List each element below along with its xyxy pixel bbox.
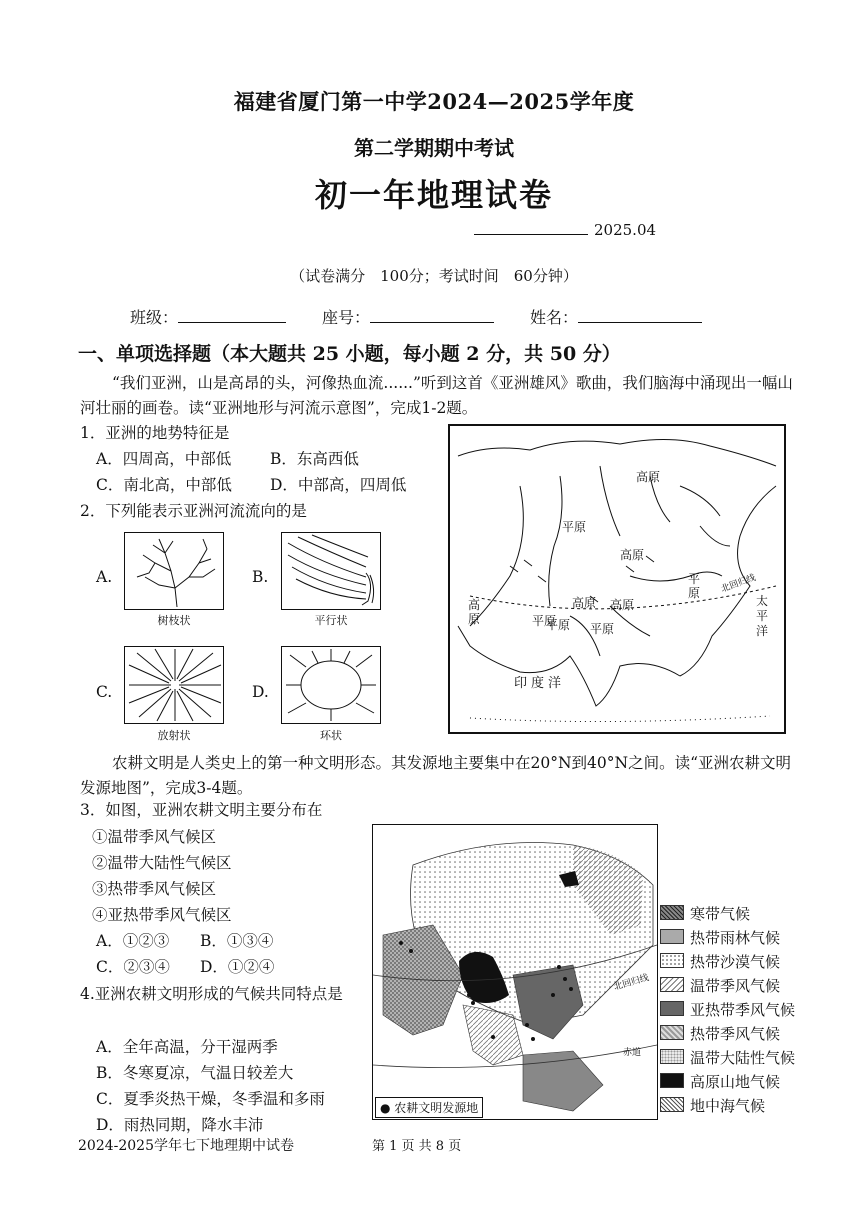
q1-stem: 1．亚洲的地势特征是 [80, 424, 230, 442]
exam-date: 2025.04 [594, 221, 657, 239]
school-title: 福建省厦门第一中学2024—2025学年度 [233, 89, 635, 114]
map1-label-3: 高原 [620, 548, 645, 562]
footer-title: 2024-2025学年七下地理期中试卷 [78, 1138, 294, 1154]
q2-stem: 2．下列能表示亚洲河流流向的是 [80, 502, 307, 520]
q1-option-c: C．南北高，中部低 [96, 476, 232, 494]
legend-row-8: 高原山地气候 [660, 1070, 780, 1094]
q3-item-2: ②温带大陆性气候区 [92, 854, 232, 872]
date-line [474, 220, 656, 239]
q2-option-b: B. [252, 568, 269, 586]
q2-option-d: D. [252, 683, 269, 701]
legend-row-6: 热带季风气候 [660, 1022, 780, 1046]
legend-row-3: 热带沙漠气候 [660, 950, 780, 974]
legend-swatch-7 [660, 1049, 684, 1064]
map1-label-10: 平原 [546, 618, 571, 632]
legend-swatch-4 [660, 977, 684, 992]
dendritic-caption: 树枝状 [157, 614, 191, 627]
map1-label-2: 平原 [562, 520, 587, 534]
map1-label-pacific: 太平洋 [756, 594, 769, 638]
legend-row-1: 寒带气候 [660, 902, 750, 926]
radial-pattern-figure [124, 646, 224, 724]
map1-label-8: 高原 [610, 598, 635, 612]
asia-terrain-river-map [448, 424, 786, 734]
annular-caption: 环状 [320, 729, 342, 742]
q2-option-a: A. [96, 568, 113, 586]
legend-row-2: 热带雨林气候 [660, 926, 780, 950]
legend-swatch-6 [660, 1025, 684, 1040]
map1-label-6: 平原 [532, 614, 557, 628]
page-number: 第 1 页 共 8 页 [372, 1139, 462, 1154]
q2-option-c: C. [96, 683, 113, 701]
q3-option-a: A．①②③ [96, 932, 170, 950]
intro-paragraph-1: “我们亚洲，山是高昂的头，河像热血流......”听到这首《亚洲雄风》歌曲，我们脑海中涌现出一幅山河壮丽的画卷。读“亚洲地形与河流示意图”，完成1-2题。 [80, 374, 793, 417]
map2-equator-label: 赤道 [623, 1048, 642, 1058]
seat-label: 座号： [322, 308, 371, 327]
legend-swatch-2 [660, 929, 684, 944]
intro-paragraph-2: 农耕文明是人类史上的第一种文明形态。其发源地主要集中在20°N到40°N之间。读“亚洲农耕文明发源地图”，完成3-4题。 [80, 754, 791, 797]
map1-label-9: 平原 [590, 622, 615, 636]
q3-option-b: B．①③④ [200, 932, 274, 950]
q1-option-d: D．中部高，四周低 [270, 476, 407, 494]
legend-row-7: 温带大陆性气候 [660, 1046, 795, 1070]
exam-title: 初一年地理试卷 [314, 176, 553, 214]
parallel-pattern-figure [281, 532, 381, 610]
q4-option-a: A．全年高温，分干湿两季 [96, 1038, 278, 1056]
origin-marker-legend: ● 农耕文明发源地 [375, 1097, 483, 1118]
q3-option-d: D．①②④ [200, 958, 275, 976]
legend-swatch-3 [660, 953, 684, 968]
legend-row-9: 地中海气候 [660, 1094, 765, 1118]
radial-caption: 放射状 [157, 729, 191, 742]
annular-pattern-figure [281, 646, 381, 724]
map1-label-4: 平原 [688, 572, 701, 600]
term-title: 第二学期期中考试 [354, 136, 514, 160]
q4-option-d: D．雨热同期，降水丰沛 [96, 1116, 264, 1134]
legend-row-4: 温带季风气候 [660, 974, 780, 998]
map2-tropic-label: 北回归线 [612, 973, 651, 993]
q3-option-c: C．②③④ [96, 958, 170, 976]
q4-option-c: C．夏季炎热干燥，冬季温和多雨 [96, 1090, 325, 1108]
legend-row-5: 亚热带季风气候 [660, 998, 795, 1022]
q1-option-a: A．四周高，中部低 [96, 450, 232, 468]
asia-agriculture-map [372, 824, 658, 1120]
q3-item-3: ③热带季风气候区 [92, 880, 217, 898]
class-label: 班级： [130, 308, 179, 327]
dendritic-pattern-figure [124, 532, 224, 610]
map1-label-1: 高原 [636, 470, 661, 484]
map1-label-7: 高原 [572, 596, 597, 610]
q4-stem: 4.亚洲农耕文明形成的气候共同特点是 [80, 985, 343, 1003]
q1-option-b: B．东高西低 [270, 450, 359, 468]
map1-label-indian-ocean: 印度洋 [514, 676, 566, 691]
q3-item-4: ④亚热带季风气候区 [92, 906, 232, 924]
map1-label-tropic: 北回归线 [719, 573, 758, 595]
legend-swatch-5 [660, 1001, 684, 1016]
q3-item-1: ①温带季风气候区 [92, 828, 217, 846]
seat-field[interactable] [370, 306, 494, 323]
class-field[interactable] [178, 306, 286, 323]
legend-swatch-1 [660, 905, 684, 920]
legend-swatch-8 [660, 1073, 684, 1088]
section-title: 一、单项选择题（本大题共 25 小题，每小题 2 分，共 50 分） [78, 343, 621, 365]
legend-swatch-9 [660, 1097, 684, 1112]
name-field[interactable] [578, 306, 702, 323]
map1-label-5: 高原 [468, 598, 481, 626]
exam-note: （试卷满分 100分；考试时间 60分钟） [290, 267, 578, 285]
parallel-caption: 平行状 [314, 614, 348, 627]
name-label: 姓名： [530, 308, 579, 327]
q4-option-b: B．冬寒夏凉，气温日较差大 [96, 1064, 294, 1082]
date-blank [474, 220, 588, 235]
student-info [130, 305, 702, 328]
q3-stem: 3．如图，亚洲农耕文明主要分布在 [80, 801, 323, 819]
